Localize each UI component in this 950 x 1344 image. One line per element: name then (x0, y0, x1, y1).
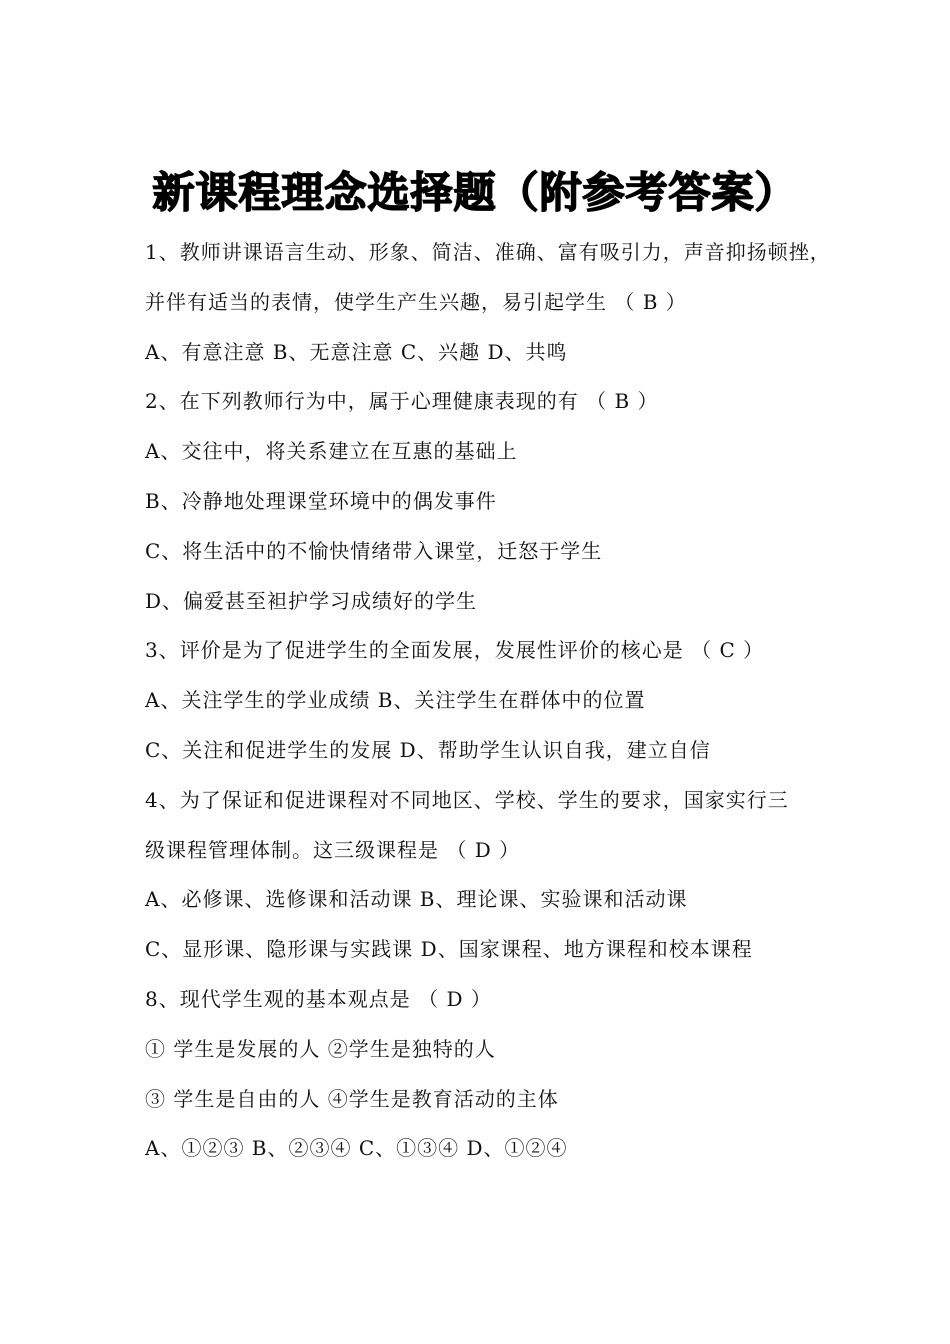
question-4-options-cd: C、显形课、隐形课与实践课 D、国家课程、地方课程和校本课程 (145, 937, 753, 962)
question-1-line-1: 1、教师讲课语言生动、形象、简洁、准确、富有吸引力，声音抑扬顿挫， (145, 240, 831, 264)
document-title: 新课程理念选择题（附参考答案） (152, 168, 798, 217)
question-2-option-b: B、冷静地处理课堂环境中的偶发事件 (145, 488, 497, 513)
question-8-stem: 8、现代学生观的基本观点是 （ D ） (145, 986, 492, 1011)
question-1-options: A、有意注意 B、无意注意 C、兴趣 D、共鸣 (145, 339, 568, 364)
question-3-options-ab: A、关注学生的学业成绩 B、关注学生在群体中的位置 (145, 688, 646, 713)
question-8-statements-1-2: ① 学生是发展的人 ②学生是独特的人 (145, 1036, 496, 1061)
question-4-line-1: 4、为了保证和促进课程对不同地区、学校、学生的要求，国家实行三 (145, 787, 789, 812)
question-2-option-a: A、交往中，将关系建立在互惠的基础上 (145, 439, 518, 464)
question-2-stem: 2、在下列教师行为中，属于心理健康表现的有 （ B ） (145, 389, 659, 414)
question-1-line-2: 并伴有适当的表情，使学生产生兴趣，易引起学生 （ B ） (145, 289, 687, 314)
question-3-stem: 3、评价是为了促进学生的全面发展，发展性评价的核心是 （ C ） (145, 638, 765, 663)
question-8-statements-3-4: ③ 学生是自由的人 ④学生是教育活动的主体 (145, 1086, 559, 1111)
question-8-options: A、①②③ B、②③④ C、①③④ D、①②④ (145, 1136, 568, 1161)
question-2-option-c: C、将生活中的不愉快情绪带入课堂，迁怒于学生 (145, 538, 603, 563)
question-2-option-d: D、偏爱甚至袒护学习成绩好的学生 (145, 588, 478, 613)
document-body (145, 228, 831, 1174)
question-4-line-2: 级课程管理体制。这三级课程是 （ D ） (145, 837, 521, 862)
question-4-options-ab: A、必修课、选修课和活动课 B、理论课、实验课和活动课 (145, 887, 688, 912)
question-3-options-cd: C、关注和促进学生的发展 D、帮助学生认识自我，建立自信 (145, 737, 711, 762)
